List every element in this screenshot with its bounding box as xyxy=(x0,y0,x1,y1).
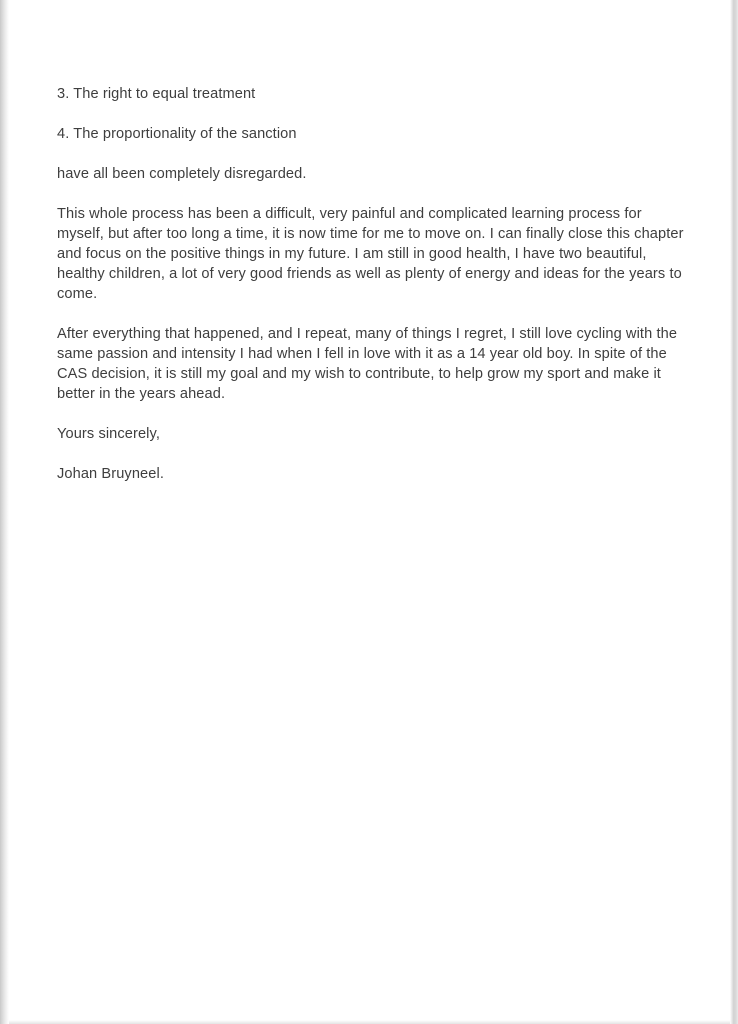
page-edge-right-shadow xyxy=(730,0,738,1024)
page-edge-bottom-shadow xyxy=(9,1020,730,1024)
page-edge-left-shadow xyxy=(0,0,9,1024)
paragraph-process: This whole process has been a difficult, very painful and complicated learning process for myself, but after too long a time, it is now time for me to move on. I can finally close this chapter and focus on the positive things in my future. I am still in good health, I have two beautiful, healthy children, a lot of very good friends as well as plenty of energy and ideas for the years to come. xyxy=(57,206,684,302)
list-item-3: 3. The right to equal treatment xyxy=(57,86,256,102)
list-item-4: 4. The proportionality of the sanction xyxy=(57,126,297,142)
numbered-list xyxy=(57,84,689,144)
letter-body xyxy=(57,84,689,504)
disregarded-line: have all been completely disregarded. xyxy=(57,166,307,182)
paragraph-cycling: After everything that happened, and I repeat, many of things I regret, I still love cycling with the same passion and intensity I had when I fell in love with it as a 14 year old boy. In spite of the CAS decision, it is still my goal and my wish to contribute, to help grow my sport and make it better in the years ahead. xyxy=(57,326,678,402)
signature-line: Johan Bruyneel. xyxy=(57,466,164,482)
closing-line: Yours sincerely, xyxy=(57,426,160,442)
